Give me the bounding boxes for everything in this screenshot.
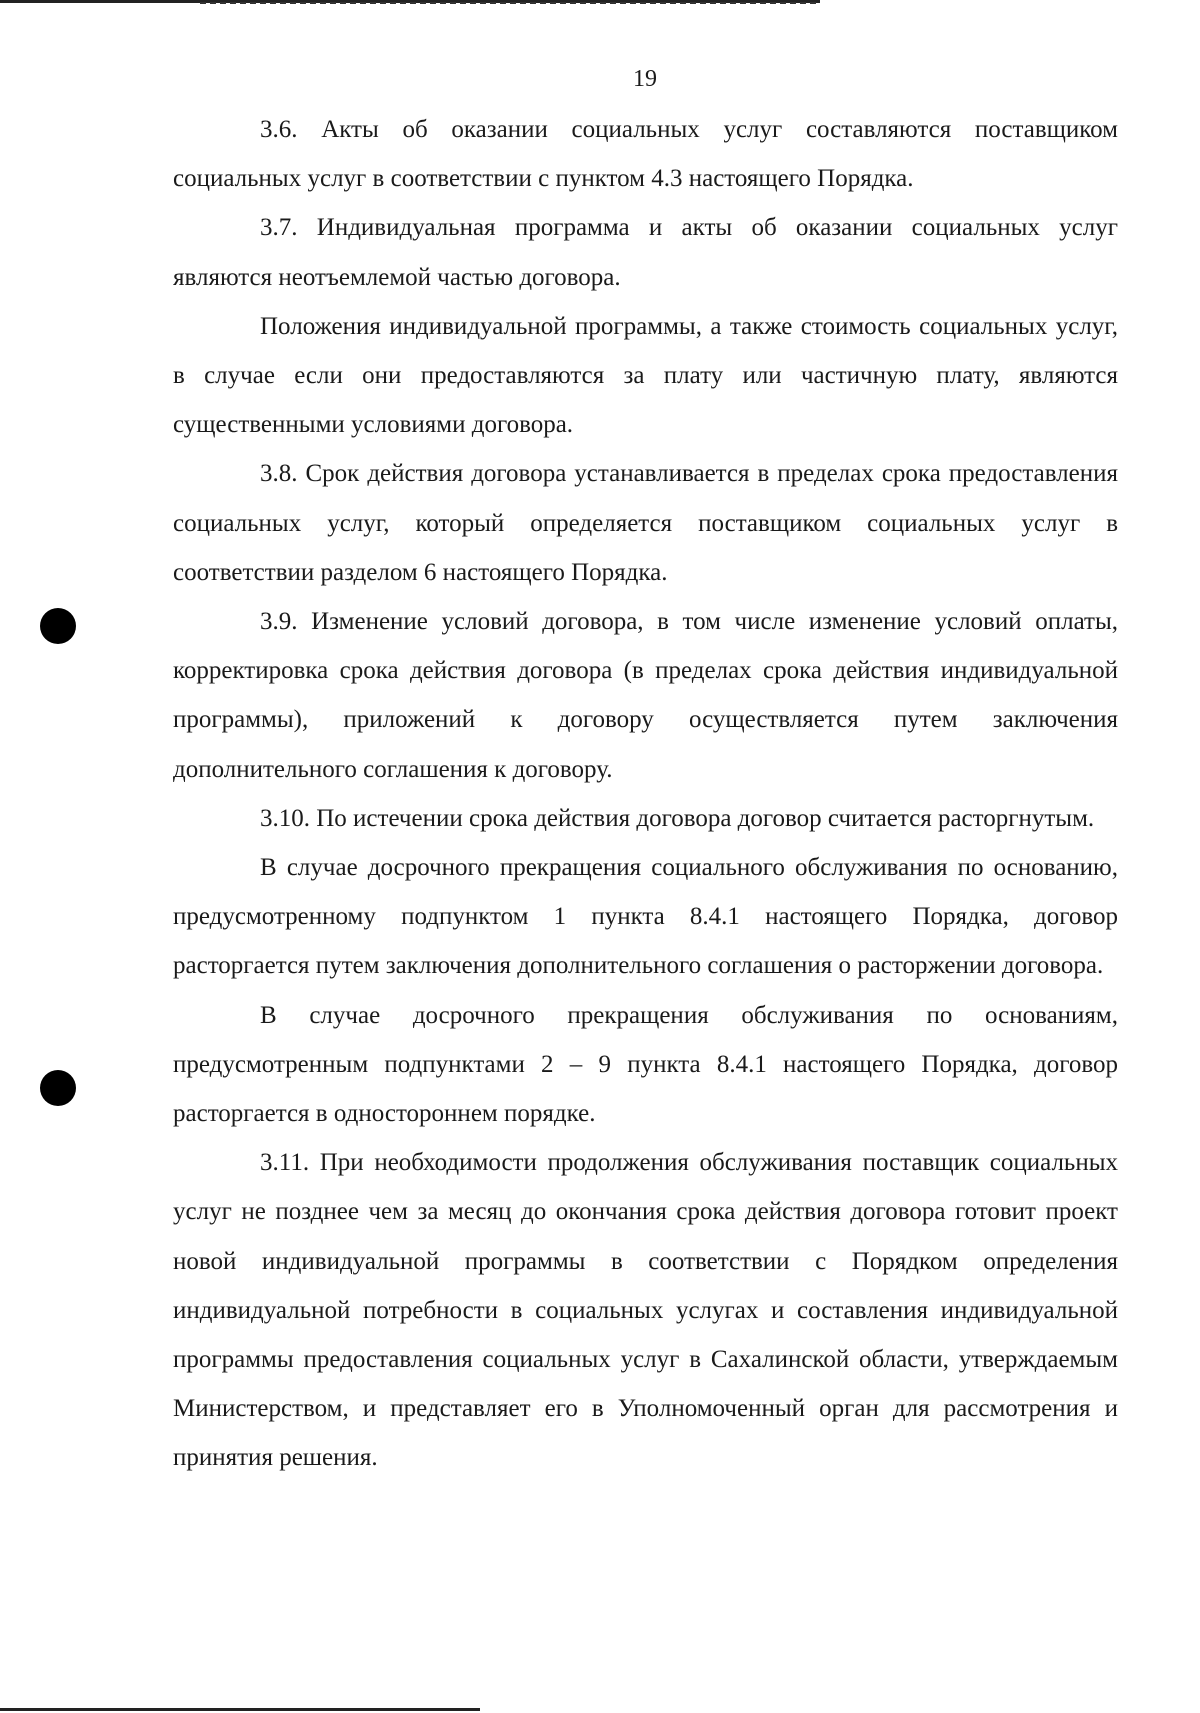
paragraph-3-7-provisions: Положения индивидуальной программы, а также стоимость социальных услуг, в случае если они предоставляются за плату или частичную плату, являются существенными условиями договора.	[173, 312, 1118, 439]
document-body	[173, 105, 1118, 1483]
scan-edge-bottom	[0, 1708, 480, 1711]
paragraph-3-11: 3.11. При необходимости продолжения обслуживания поставщик социальных услуг не позднее чем за месяц до окончания срока действия договора готовит проект новой индивидуальной программы в соответствии с Порядком определения индивидуальной потребности в социальных услугах и составления индивидуальной программы предоставления социальных услуг в Сахалинской области, утверждаемым Министерством, и представляет его в Уполномоченный орган для рассмотрения и принятия решения.	[173, 1149, 1118, 1472]
paragraph-3-9: 3.9. Изменение условий договора, в том числе изменение условий оплаты, корректировка срока действия договора (в пределах срока действия индивидуальной программы), приложений к договору осуществляется путем заключения дополнительного соглашения к договору.	[173, 608, 1118, 783]
paragraph-3-8: 3.8. Срок действия договора устанавливается в пределах срока предоставления социальных услуг, который определяется поставщиком социальных услуг в соответствии разделом 6 настоящего Порядка.	[173, 460, 1118, 586]
page-number: 19	[633, 66, 657, 92]
punch-hole-lower	[40, 1070, 76, 1106]
punch-hole-upper	[40, 608, 76, 644]
paragraph-3-7: 3.7. Индивидуальная программа и акты об оказании социальных услуг являются неотъемлемой частью договора.	[173, 214, 1118, 291]
paragraph-3-6: 3.6. Акты об оказании социальных услуг составляются поставщиком социальных услуг в соответствии с пунктом 4.3 настоящего Порядка.	[173, 116, 1118, 193]
scan-edge-top-dots	[200, 2, 820, 4]
paragraph-3-10-early-termination-social: В случае досрочного прекращения социального обслуживания по основанию, предусмотренному подпунктом 1 пункта 8.4.1 настоящего Порядка, договор расторгается путем заключения дополнительного соглашения о расторжении договора.	[173, 854, 1118, 980]
paragraph-3-10-early-termination-unilateral: В случае досрочного прекращения обслуживания по основаниям, предусмотренным подпунктами 2 – 9 пункта 8.4.1 настоящего Порядка, договор расторгается в одностороннем порядке.	[173, 1001, 1118, 1128]
paragraph-3-10: 3.10. По истечении срока действия договора договор считается расторгнутым.	[260, 804, 1095, 832]
